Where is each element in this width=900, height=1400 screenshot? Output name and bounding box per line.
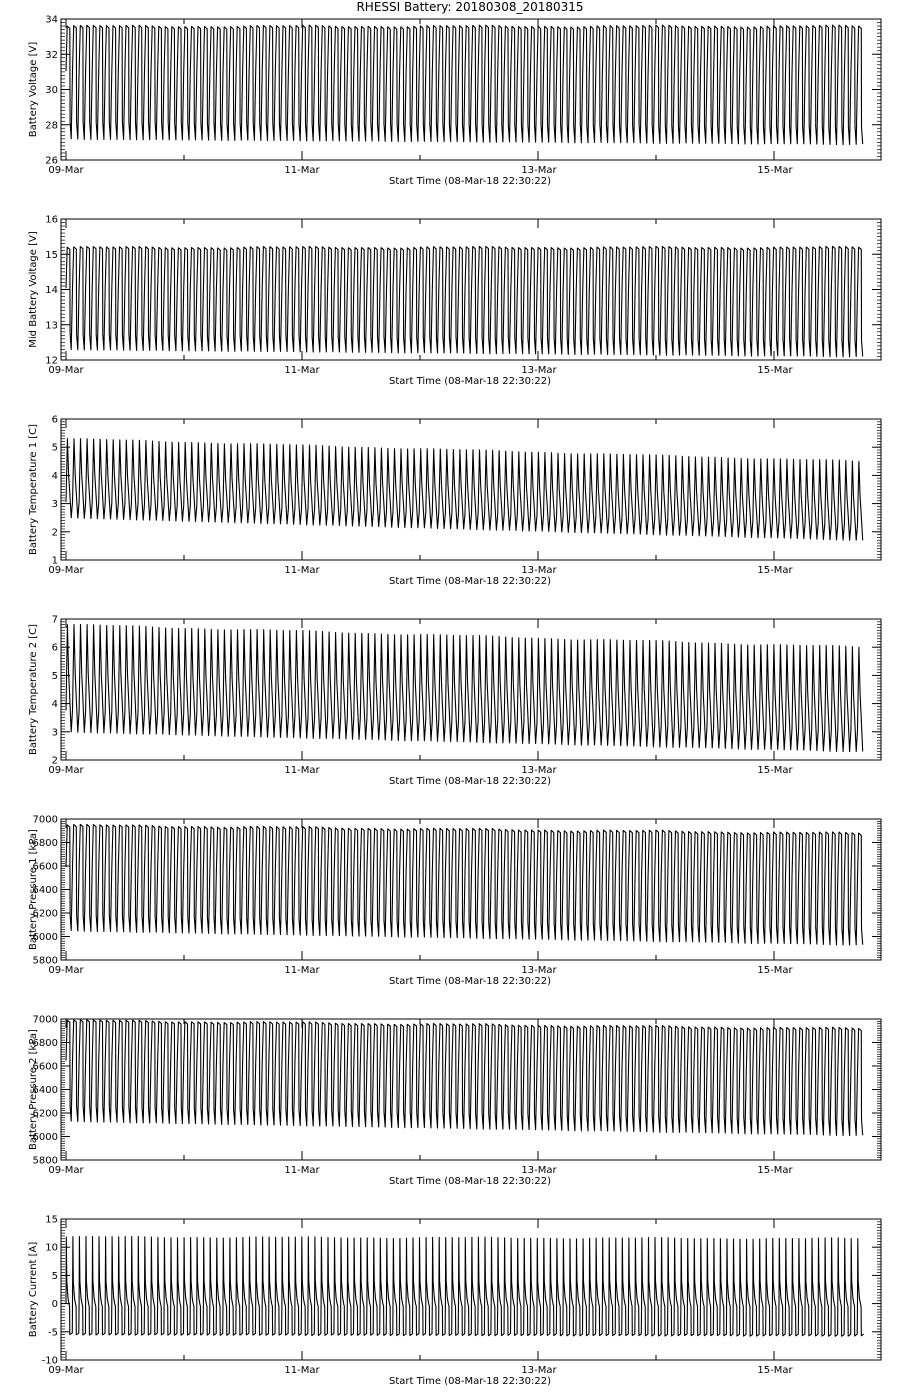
x-axis-label: Start Time (08-Mar-18 22:30:22) [388,576,552,587]
x-tick-label: 09-Mar [48,1365,84,1376]
y-tick-label: 6600 [32,1061,58,1073]
y-tick-label: 12 [45,355,58,367]
y-axis-label: Mid Battery Voltage [V] [28,231,39,348]
y-tick-label: 6400 [32,1085,58,1096]
y-tick-label: 15 [45,1214,58,1226]
y-tick-label: 6800 [32,838,58,849]
y-tick-label: 5 [51,1270,58,1282]
y-tick-label: 5 [51,442,58,454]
panel-5 [28,815,881,988]
series-line [66,439,863,541]
x-tick-label: 09-Mar [48,365,84,376]
x-tick-label: 15-Mar [757,765,793,776]
y-tick-label: 26 [45,155,58,167]
x-tick-label: 13-Mar [521,365,557,376]
y-tick-label: 0 [51,1299,58,1311]
y-tick-label: 10 [45,1242,58,1254]
x-axis-label: Start Time (08-Mar-18 22:30:22) [388,976,552,987]
x-tick-label: 11-Mar [284,965,320,976]
series-line [66,624,863,751]
x-axis-label: Start Time (08-Mar-18 22:30:22) [388,1176,552,1187]
y-tick-label: 1 [51,555,58,567]
x-axis-label: Start Time (08-Mar-18 22:30:22) [388,1376,552,1387]
panel-6 [28,1015,881,1188]
panels-group [28,15,881,1388]
panel-1 [28,15,881,188]
y-tick-label: 6800 [32,1038,58,1049]
x-tick-label: 09-Mar [48,1165,84,1176]
y-tick-label: 6000 [32,932,58,943]
panel-4 [28,615,881,788]
series-line [66,824,863,945]
y-tick-label: 7 [51,614,58,626]
y-tick-label: 6000 [32,1132,58,1143]
y-tick-label: -10 [41,1355,58,1367]
y-axis-label: Battery Current [A] [28,1241,39,1338]
y-tick-label: 32 [45,49,58,61]
x-tick-label: 09-Mar [48,765,84,776]
x-tick-label: 11-Mar [284,765,320,776]
y-tick-label: 7000 [32,1014,58,1026]
y-axis-label: Battery Temperature 2 [C] [28,623,39,756]
x-tick-label: 09-Mar [48,165,84,176]
y-tick-label: 30 [45,85,58,96]
y-tick-label: 14 [45,285,58,296]
x-tick-label: 15-Mar [757,1165,793,1176]
y-tick-label: 2 [51,527,58,539]
x-tick-label: 15-Mar [757,365,793,376]
x-axis-label: Start Time (08-Mar-18 22:30:22) [388,376,552,387]
y-tick-label: 3 [51,499,58,511]
y-tick-label: 4 [51,699,58,711]
y-axis-label: Battery Pressure 2 [kPa] [28,1029,39,1150]
y-tick-label: 4 [51,470,58,482]
y-tick-label: 6 [51,642,58,654]
panel-2 [28,215,881,388]
y-tick-label: 5 [51,670,58,682]
y-tick-label: 34 [45,14,58,26]
x-tick-label: 13-Mar [521,1165,557,1176]
x-axis-label: Start Time (08-Mar-18 22:30:22) [388,176,552,187]
y-tick-label: 16 [45,214,58,226]
y-tick-label: 5800 [32,955,58,967]
y-tick-label: 15 [45,249,58,261]
y-tick-label: 6600 [32,861,58,873]
y-tick-label: 6400 [32,885,58,896]
y-tick-label: 2 [51,755,58,767]
series-line [66,1020,863,1136]
x-tick-label: 11-Mar [284,165,320,176]
x-tick-label: 11-Mar [284,565,320,576]
x-tick-label: 09-Mar [48,565,84,576]
y-axis-label: Battery Pressure 1 [kPa] [28,829,39,950]
x-tick-label: 15-Mar [757,965,793,976]
y-tick-label: 7000 [32,814,58,826]
series-line [66,1237,864,1337]
x-tick-label: 13-Mar [521,765,557,776]
x-tick-label: 13-Mar [521,565,557,576]
y-tick-label: 6 [51,414,58,426]
x-tick-label: 11-Mar [284,1165,320,1176]
y-tick-label: 5800 [32,1155,58,1167]
figure-title: RHESSI Battery: 20180308_20180315 [356,0,584,14]
x-tick-label: 15-Mar [757,1365,793,1376]
x-tick-label: 13-Mar [521,965,557,976]
x-tick-label: 11-Mar [284,1365,320,1376]
x-tick-label: 15-Mar [757,565,793,576]
y-tick-label: 13 [45,320,58,332]
x-tick-label: 09-Mar [48,965,84,976]
panel-7 [28,1215,881,1388]
x-tick-label: 13-Mar [521,1365,557,1376]
y-tick-label: 6200 [32,908,58,920]
y-axis-label: Battery Voltage [V] [28,41,39,138]
panel-3 [28,415,881,588]
y-tick-label: 3 [51,727,58,739]
x-tick-label: 13-Mar [521,165,557,176]
y-tick-label: 28 [45,120,58,132]
x-axis-label: Start Time (08-Mar-18 22:30:22) [388,776,552,787]
y-axis-label: Battery Temperature 1 [C] [28,423,39,556]
x-tick-label: 11-Mar [284,365,320,376]
series-line [66,246,863,356]
y-tick-label: 6200 [32,1108,58,1120]
y-tick-label: -5 [48,1327,58,1339]
x-tick-label: 15-Mar [757,165,793,176]
series-line [66,25,863,145]
